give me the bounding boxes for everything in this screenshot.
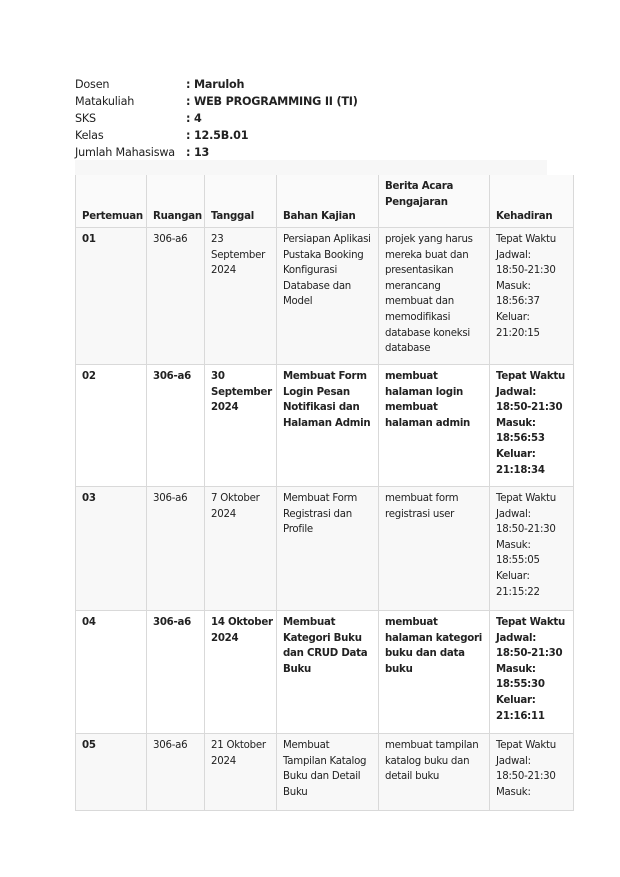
header-strip [75,160,547,175]
matakuliah-label: Matakuliah [75,95,135,108]
kehadiran-status: Tepat Waktu [496,371,565,382]
kehadiran-jadwal-label: Jadwal: [496,755,531,767]
kehadiran-masuk-value: 18:55:30 [496,679,545,691]
cell-pertemuan: 04 [76,611,147,734]
cell-bahan-kajian: Membuat Tampilan Katalog Buku dan Detail Buku [277,734,379,811]
sks-label: SKS [75,112,96,125]
cell-bahan-kajian: Membuat Kategori Buku dan CRUD Data Buku [277,611,379,734]
cell-pertemuan: 03 [76,487,147,611]
info-row-dosen [75,76,358,93]
kehadiran-status: Tepat Waktu [496,234,556,245]
kehadiran-masuk-label: Masuk: [496,539,531,551]
kehadiran-masuk-label: Masuk: [496,280,531,292]
attendance-table-wrap [75,175,573,811]
cell-berita-acara: membuat halaman login membuat halaman admin [379,365,490,487]
kehadiran-masuk-label: Masuk: [496,786,531,798]
cell-berita-acara: projek yang harus mereka buat dan presentasikan merancang membuat dan memodifikasi database koneksi database [379,228,490,365]
dosen-value: : Maruloh [186,78,245,91]
info-row-matakuliah [75,93,358,110]
kehadiran-masuk-label: Masuk: [496,663,536,675]
cell-berita-acara: membuat halaman kategori buku dan data buku [379,611,490,734]
cell-tanggal: 23 September 2024 [205,228,277,365]
kehadiran-status: Tepat Waktu [496,740,556,751]
kehadiran-masuk-label: Masuk: [496,417,536,429]
kehadiran-jadwal-label: Jadwal: [496,386,537,398]
header-berita-acara: Berita Acara Pengajaran [379,175,490,228]
table-header-row [76,175,574,228]
dosen-label: Dosen [75,78,110,91]
kehadiran-jadwal-value: 18:50-21:30 [496,524,556,536]
kehadiran-masuk-value: 18:56:53 [496,433,545,445]
cell-kehadiran [490,487,574,611]
info-row-kelas [75,127,358,144]
kehadiran-keluar-label: Keluar: [496,448,536,460]
table-row [76,734,574,811]
table-row [76,228,574,365]
header-ruangan: Ruangan [147,175,205,228]
sks-value: : 4 [186,112,202,125]
cell-berita-acara: membuat tampilan katalog buku dan detail buku [379,734,490,811]
table-row [76,365,574,487]
kehadiran-jadwal-value: 18:50-21:30 [496,648,563,660]
cell-berita-acara: membuat form registrasi user [379,487,490,611]
kehadiran-status: Tepat Waktu [496,617,565,628]
kehadiran-jadwal-value: 18:50-21:30 [496,402,563,414]
header-bahan-kajian: Bahan Kajian [277,175,379,228]
jumlah-value: : 13 [186,146,210,159]
kehadiran-masuk-value: 18:56:37 [496,296,540,308]
cell-kehadiran [490,611,574,734]
cell-pertemuan: 02 [76,365,147,487]
cell-kehadiran [490,365,574,487]
cell-tanggal: 7 Oktober 2024 [205,487,277,611]
kehadiran-jadwal-label: Jadwal: [496,508,531,520]
kehadiran-keluar-value: 21:18:34 [496,464,545,476]
cell-ruangan: 306-a6 [147,365,205,487]
kehadiran-keluar-value: 21:15:22 [496,586,540,598]
header-kehadiran: Kehadiran [490,175,574,228]
table-row [76,611,574,734]
cell-ruangan: 306-a6 [147,487,205,611]
cell-bahan-kajian: Membuat Form Login Pesan Notifikasi dan Halaman Admin [277,365,379,487]
cell-tanggal: 14 Oktober 2024 [205,611,277,734]
kehadiran-keluar-label: Keluar: [496,694,536,706]
kehadiran-jadwal-value: 18:50-21:30 [496,265,556,277]
kelas-value: : 12.5B.01 [186,129,249,142]
header-pertemuan: Pertemuan [76,175,147,228]
cell-pertemuan: 05 [76,734,147,811]
kehadiran-jadwal-label: Jadwal: [496,632,537,644]
kehadiran-masuk-value: 18:55:05 [496,555,540,567]
attendance-table [75,175,574,811]
kehadiran-keluar-label: Keluar: [496,570,530,582]
kehadiran-keluar-value: 21:16:11 [496,710,545,722]
cell-ruangan: 306-a6 [147,228,205,365]
cell-kehadiran [490,734,574,811]
kehadiran-jadwal-label: Jadwal: [496,249,531,261]
cell-pertemuan: 01 [76,228,147,365]
jumlah-label: Jumlah Mahasiswa [75,146,175,159]
header-tanggal: Tanggal [205,175,277,228]
course-info [75,76,358,161]
cell-kehadiran [490,228,574,365]
kehadiran-keluar-label: Keluar: [496,311,530,323]
info-row-jumlah [75,144,358,161]
table-row [76,487,574,611]
kehadiran-status: Tepat Waktu [496,493,556,504]
cell-ruangan: 306-a6 [147,734,205,811]
cell-bahan-kajian: Persiapan Aplikasi Pustaka Booking Konfigurasi Database dan Model [277,228,379,365]
cell-tanggal: 30 September 2024 [205,365,277,487]
info-row-sks [75,110,358,127]
cell-ruangan: 306-a6 [147,611,205,734]
cell-tanggal: 21 Oktober 2024 [205,734,277,811]
cell-bahan-kajian: Membuat Form Registrasi dan Profile [277,487,379,611]
matakuliah-value: : WEB PROGRAMMING II (TI) [186,95,358,108]
kehadiran-keluar-value: 21:20:15 [496,327,540,339]
kelas-label: Kelas [75,129,104,142]
kehadiran-jadwal-value: 18:50-21:30 [496,771,556,783]
